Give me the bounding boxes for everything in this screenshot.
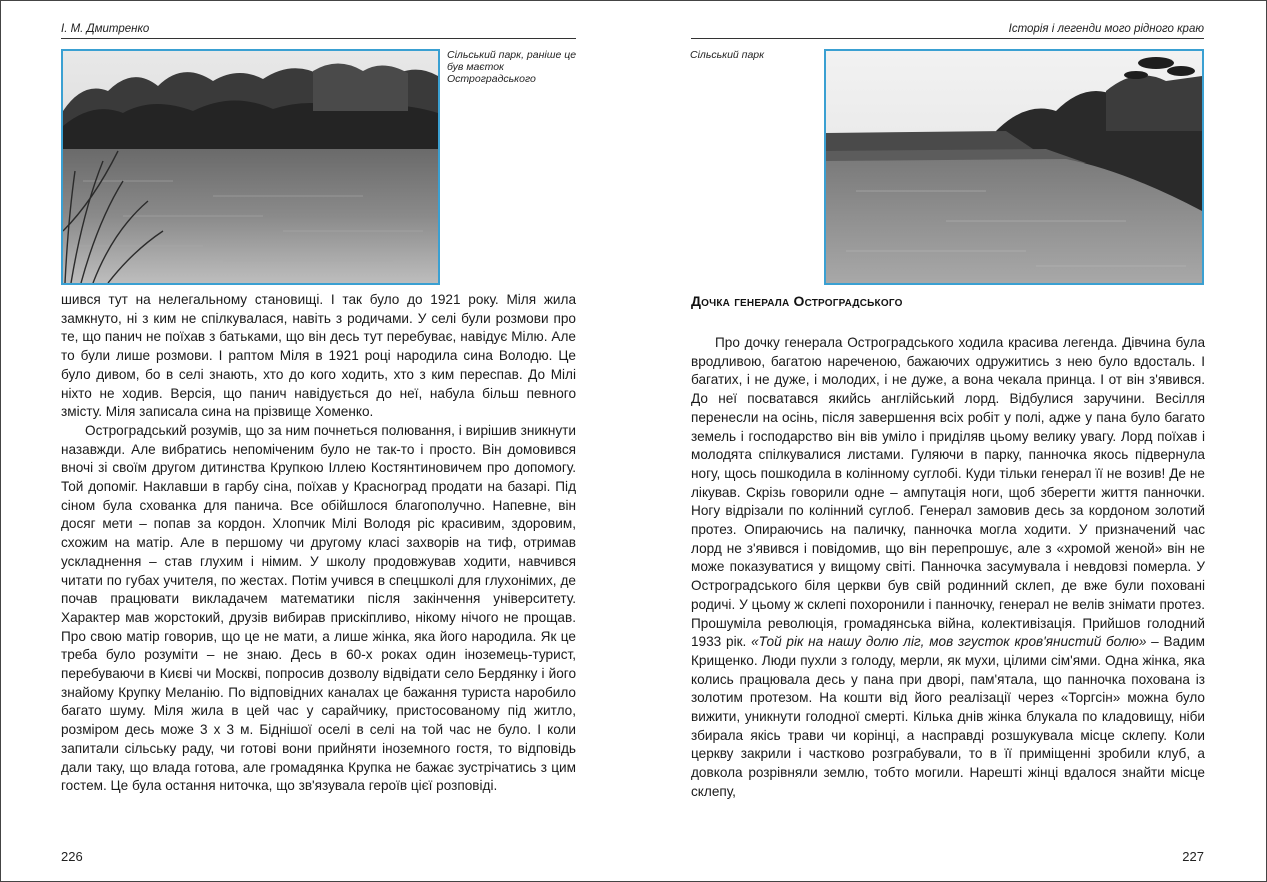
paragraph: Остроградський розумів, що за ним почнеться полювання, і вирішив зникнути назавжди. Але вибратись непоміченим було не так-то і просто. Він домовився вночі зі своїм другом дитинства Крупкою Іллею Костянтиновичем про допомогу. Той допоміг. Наклавши в гарбу сіна, поїхав у Красноград продати на базарі. Під сіном була схованка для панича. Все обійшлося благополучно. Напевне, він досяг мети – попав за кордон. Хлопчик Мілі Володя ріс красивим, здоровим, схожим на матір. Але в першому чи другому класі захворів на тиф, отримав ускладнення – став глухим і німим. У школу продовжував ходити, навчився читати по губах учителя, по жестах. Потім учився в спецшколі для глухонімих, де почав працювати викладачем математики після закінчення університету. Характер мав жорстокий, друзів вибирав прискіпливо, нікому нічого не прощав. Про свою матір говорив, що це не мати, а лише жінка, яка його народила. Як це треба було розуміти – не знаю. Десь в 60-х роках один іноземець-турист, перебуваючи в Києві чи Москві, попросив дозволу відвідати село Бердянку і його знайому Крупку Меланію. По відповідних каналах це бажання туриста наробило багато шуму. Міля жила в цей час у сарайчику, пристосованому під житло, розміром десь може 3 х 3 м. Біднішої оселі в селі на той час не було. І коли запитали сільську раду, чи готові вони прийняти іноземного гостя, то відповідь дали таку, що влада готова, але громадянка Крупка не бажає зустрічатись з цим гостем. Це була остання ниточка, що зв'язувала героїв цієї розповіді.: [61, 422, 576, 794]
village-park-photo-image: [826, 51, 1202, 283]
paragraph-text: Про дочку генерала Остроградського ходила красива легенда. Дівчина була вродливою, багатою нареченою, бажаючих одружитись з нею було вдосталь. І багатих, і не дуже, і молодих, і не дуже, а вона чекала принца. І от він з'явився. До неї посватався якийсь англійський лорд. Відбулися заручини. Весілля перенесли на осінь, після завершення всіх робіт у полі, адже у пана було багато земель і господарство він вів уміло і приділяв цьому велику увагу. Лорд поїхав і молодята спілкувалися листами. Гуляючи в парку, панночка якось підвернула ногу, щось пошкодила в колінному суглобі. Куди тільки генерал її не возив! Де не лікував. Скрізь говорили одне – ампутація ноги, щоб зберегти життя панночки. Ногу відрізали по колінний суглоб. Генерал замовив десь за кордоном золотий протез. Опираючись на паличку, панночка могла ходити. У призначений час лорд не з'явився і повідомив, що він перепрошує, але з «хромой женой» він не може показуватися у вищому світі. Панночка засумувала і невдовзі померла. У Остроградського біля церкви був свій родинний склеп, де вже були поховані родичі. У цьому ж склепі похоронили і панночку, генерал не велів знімати протез. Прошуміла революція, громадянська війна, колективізація. Прийшов голодний 1933 рік.: [691, 335, 1205, 650]
body-text: [61, 291, 576, 796]
page-number: 227: [1182, 849, 1204, 864]
park-pond-photo-image: [63, 51, 438, 283]
header-rule: [691, 38, 1204, 39]
photo-caption: Сільський парк, раніше це був маєток Остроградського: [447, 49, 577, 85]
paragraph-text: – Вадим Крищенко. Люди пухли з голоду, мерли, як мухи, цілими сім'ями. Одна жінка, яка колись працювала десь у пана при дворі, пам'ятала, що панночка похована із золотим протезом. На кошти від його реалізації через «Торгсін» можна було вижити, уникнути голодної смерті. Кілька днів жінка блукала по кладовищу, ніби збирала якісь трави чи корінці, а насправді розшукувала місце склепу. Коли церкву закрили і частково розграбували, то в її приміщенні зробили клуб, а довкола розрівняли землю, тобто могили. Нарешті жінці вдалося знайти місце склепу,: [691, 634, 1205, 799]
park-pond-photo: [61, 49, 440, 285]
running-head-title: Історія і легенди мого рідного краю: [1008, 23, 1204, 35]
body-text: [691, 334, 1205, 802]
running-head-author: І. М. Дмитренко: [61, 23, 150, 35]
photo-caption: Сільський парк: [690, 49, 765, 61]
left-page: [1, 1, 633, 881]
right-page: [634, 1, 1266, 881]
section-heading: Дочка генерала Остроградського: [691, 293, 903, 309]
paragraph: шився тут на нелегальному становищі. І так було до 1921 року. Міля жила замкнуто, ні з ким не спілкувалася, навіть з родичами. У селі були розмови про те, що панич не поїхав з батьками, що він десь тут перебуває, навідує Мілю. Але то були лише розмови. І раптом Міля в 1921 році народила сина Володю. Це було дивом, бо в селі знають, хто до кого ходить, хто з ким переспав. До Мілі ніхто не ходив. Версія, що панич навідується до неї, набула більш певного змісту. Міля записала сина на прізвище Хоменко.: [61, 292, 576, 420]
header-rule: [61, 38, 576, 39]
village-park-photo: [824, 49, 1204, 285]
poem-quote: «Той рік на нашу долю ліг, мов згусток кров'янистий болю»: [751, 634, 1147, 650]
paragraph: [691, 334, 1205, 802]
page-number: 226: [61, 849, 83, 864]
